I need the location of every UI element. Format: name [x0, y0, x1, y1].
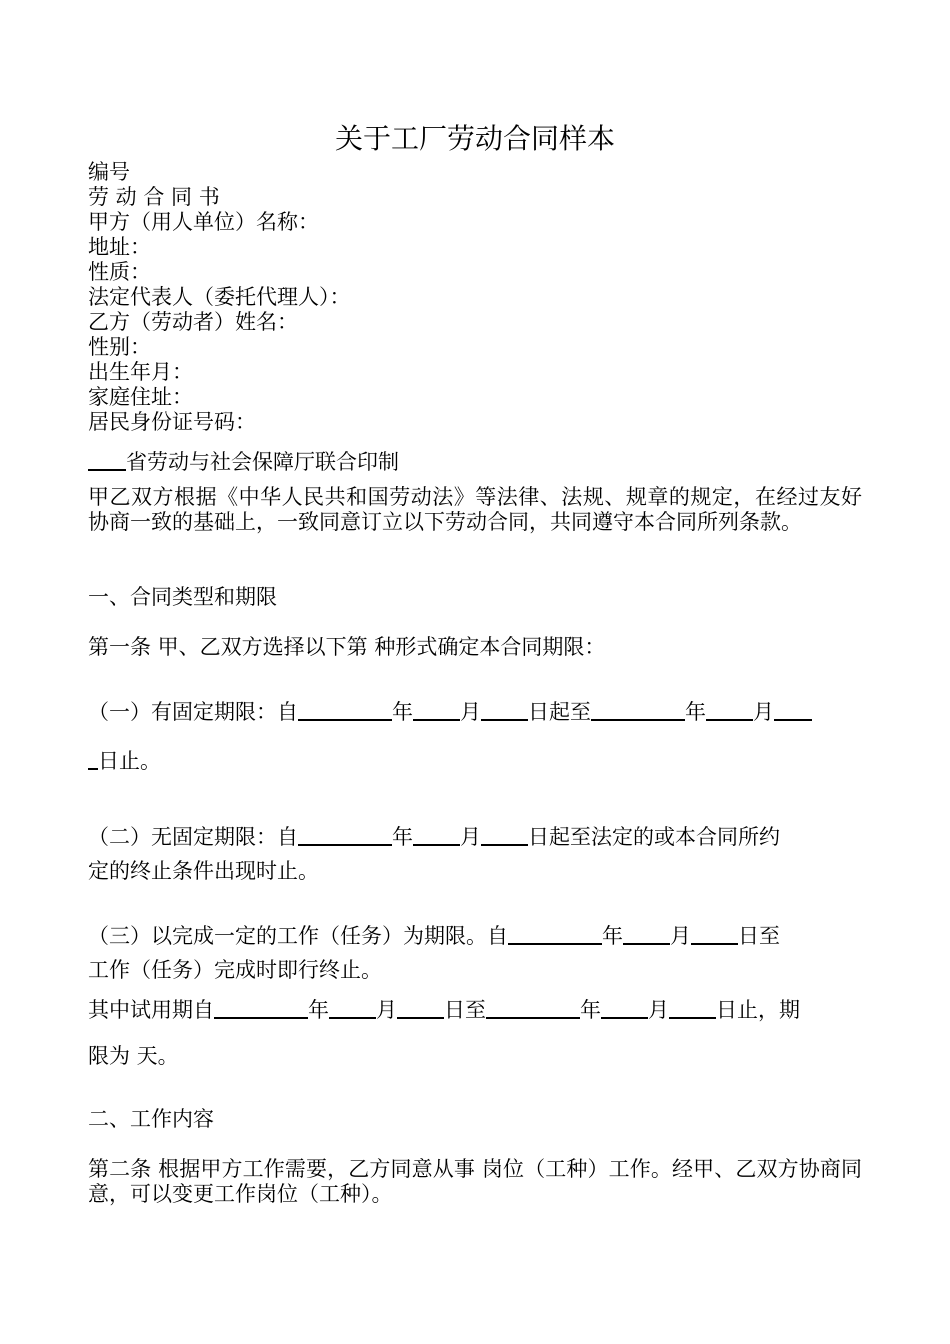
month-label: 月 — [670, 924, 691, 948]
year-label: 年 — [580, 998, 601, 1022]
legal-rep-label: 法定代表人（委托代理人）： — [88, 285, 351, 309]
year-label: 年 — [602, 924, 623, 948]
term-fixed-line1 — [88, 697, 812, 725]
contract-book-label: 劳 动 合 同 书 — [88, 185, 220, 209]
province-blank — [88, 447, 126, 471]
term-task-line1 — [88, 921, 780, 949]
year-label: 年 — [392, 825, 413, 849]
probation-line1 — [88, 995, 800, 1023]
page-title: 关于工厂劳动合同样本 — [334, 122, 615, 155]
blank — [329, 995, 376, 1019]
year-label: 年 — [685, 700, 706, 724]
year-label: 年 — [308, 998, 329, 1022]
blank — [691, 921, 738, 945]
term-open-rest: 日起至法定的或本合同所约 — [528, 825, 780, 849]
year-label: 年 — [392, 700, 413, 724]
probation-line2: 限为 天。 — [88, 1044, 179, 1068]
party-a-address-label: 地址： — [88, 235, 151, 259]
blank — [774, 697, 812, 721]
party-b-name-label: 乙方（劳动者）姓名： — [88, 310, 298, 334]
section1-heading: 一、合同类型和期限 — [88, 585, 277, 609]
party-b-gender-label: 性别： — [88, 335, 151, 359]
term-fixed-line2 — [88, 746, 161, 774]
probation-to-label: 日至 — [444, 998, 486, 1022]
term-task-line2: 工作（任务）完成时即行终止。 — [88, 958, 382, 982]
blank — [706, 697, 753, 721]
blank — [623, 921, 670, 945]
blank — [88, 746, 98, 770]
intro-paragraph: 甲乙双方根据《中华人民共和国劳动法》等法律、法规、规章的规定，在经过友好协商一致的基础上，一致同意订立以下劳动合同，共同遵守本合同所列条款。 — [88, 485, 862, 534]
month-label: 月 — [460, 700, 481, 724]
day-end-label: 日止。 — [98, 749, 161, 773]
print-line — [88, 447, 399, 475]
blank — [481, 822, 528, 846]
article2: 第二条 根据甲方工作需要，乙方同意从事 岗位（工种）工作。经甲、乙双方协商同意，可以变更工作岗位（工种）。 — [88, 1157, 862, 1206]
article1: 第一条 甲、乙双方选择以下第 种形式确定本合同期限： — [88, 635, 606, 659]
blank — [669, 995, 716, 1019]
month-label: 月 — [376, 998, 397, 1022]
term-task-rest: 日至 — [738, 924, 780, 948]
term-open-line2: 定的终止条件出现时止。 — [88, 859, 319, 883]
blank — [298, 697, 392, 721]
blank — [214, 995, 308, 1019]
blank — [486, 995, 580, 1019]
party-a-nature-label: 性质： — [88, 260, 151, 284]
contract-number-label: 编号 — [88, 160, 130, 184]
party-a-name-label: 甲方（用人单位）名称： — [88, 210, 319, 234]
month-label: 月 — [753, 700, 774, 724]
term-open-line1 — [88, 822, 780, 850]
term-open-prefix: （二）无固定期限：自 — [88, 825, 298, 849]
month-label: 月 — [460, 825, 481, 849]
blank — [413, 822, 460, 846]
blank — [298, 822, 392, 846]
blank — [413, 697, 460, 721]
blank — [591, 697, 685, 721]
month-label: 月 — [648, 998, 669, 1022]
section2-heading: 二、工作内容 — [88, 1107, 214, 1131]
document-page — [88, 0, 862, 1344]
party-b-birth-label: 出生年月： — [88, 360, 193, 384]
blank — [397, 995, 444, 1019]
probation-end-label: 日止，期 — [716, 998, 800, 1022]
term-fixed-prefix: （一）有固定期限：自 — [88, 700, 298, 724]
print-line-text: 省劳动与社会保障厅联合印制 — [126, 450, 399, 474]
blank — [601, 995, 648, 1019]
term-task-prefix: （三）以完成一定的工作（任务）为期限。自 — [88, 924, 508, 948]
day-from-label: 日起至 — [528, 700, 591, 724]
party-b-address-label: 家庭住址： — [88, 385, 193, 409]
probation-prefix: 其中试用期自 — [88, 998, 214, 1022]
party-b-id-label: 居民身份证号码： — [88, 410, 256, 434]
blank — [481, 697, 528, 721]
blank — [508, 921, 602, 945]
